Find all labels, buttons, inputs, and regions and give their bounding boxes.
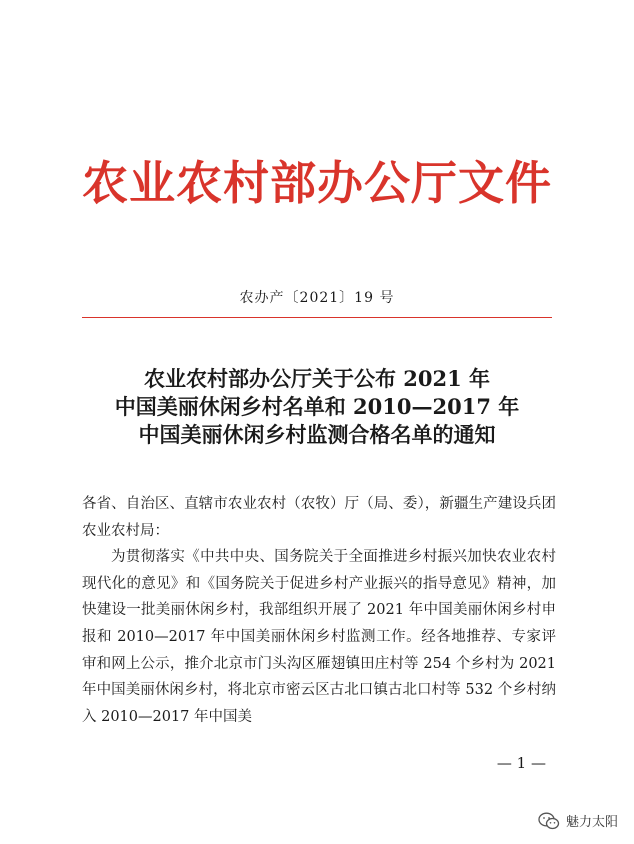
watermark-text: 魅力太阳 (565, 815, 618, 830)
notice-title-line-2: 中国美丽休闲乡村名单和 2010—2017 年 (114, 394, 520, 419)
document-body (82, 491, 556, 730)
document-number: 农办产〔2021〕19 号 (239, 290, 395, 306)
salutation: 各省、自治区、直辖市农业农村（农牧）厅（局、委），新疆生产建设兵团农业农村局： (82, 496, 556, 539)
wechat-icon (538, 812, 560, 830)
document-header-title: 农业农村部办公厅文件 (82, 156, 552, 210)
notice-title-line-3: 中国美丽休闲乡村监测合格名单的通知 (138, 422, 496, 447)
notice-title-line-1: 农业农村部办公厅关于公布 2021 年 (143, 366, 491, 391)
watermark (538, 811, 618, 830)
page-number: — 1 — (496, 754, 546, 772)
body-paragraph-1: 为贯彻落实《中共中央、国务院关于全面推进乡村振兴加快农业农村现代化的意见》和《国务院关于促进乡村产业振兴的指导意见》精神，加快建设一批美丽休闲乡村，我部组织开展了 2021 年中国美丽休闲乡村申报和 2010—2017 年中国美丽休闲乡村监测工作。经各地推荐、专家评审和网上公示，推介北京市门头沟区雁翅镇田庄村等 254 个乡村为 2021 年中国美丽休闲乡村，将北京市密云区古北口镇古北口村等 532 个乡村纳入 2010—2017 年中国美 (82, 549, 556, 725)
notice-title (0, 365, 634, 449)
red-divider-line (82, 317, 552, 318)
